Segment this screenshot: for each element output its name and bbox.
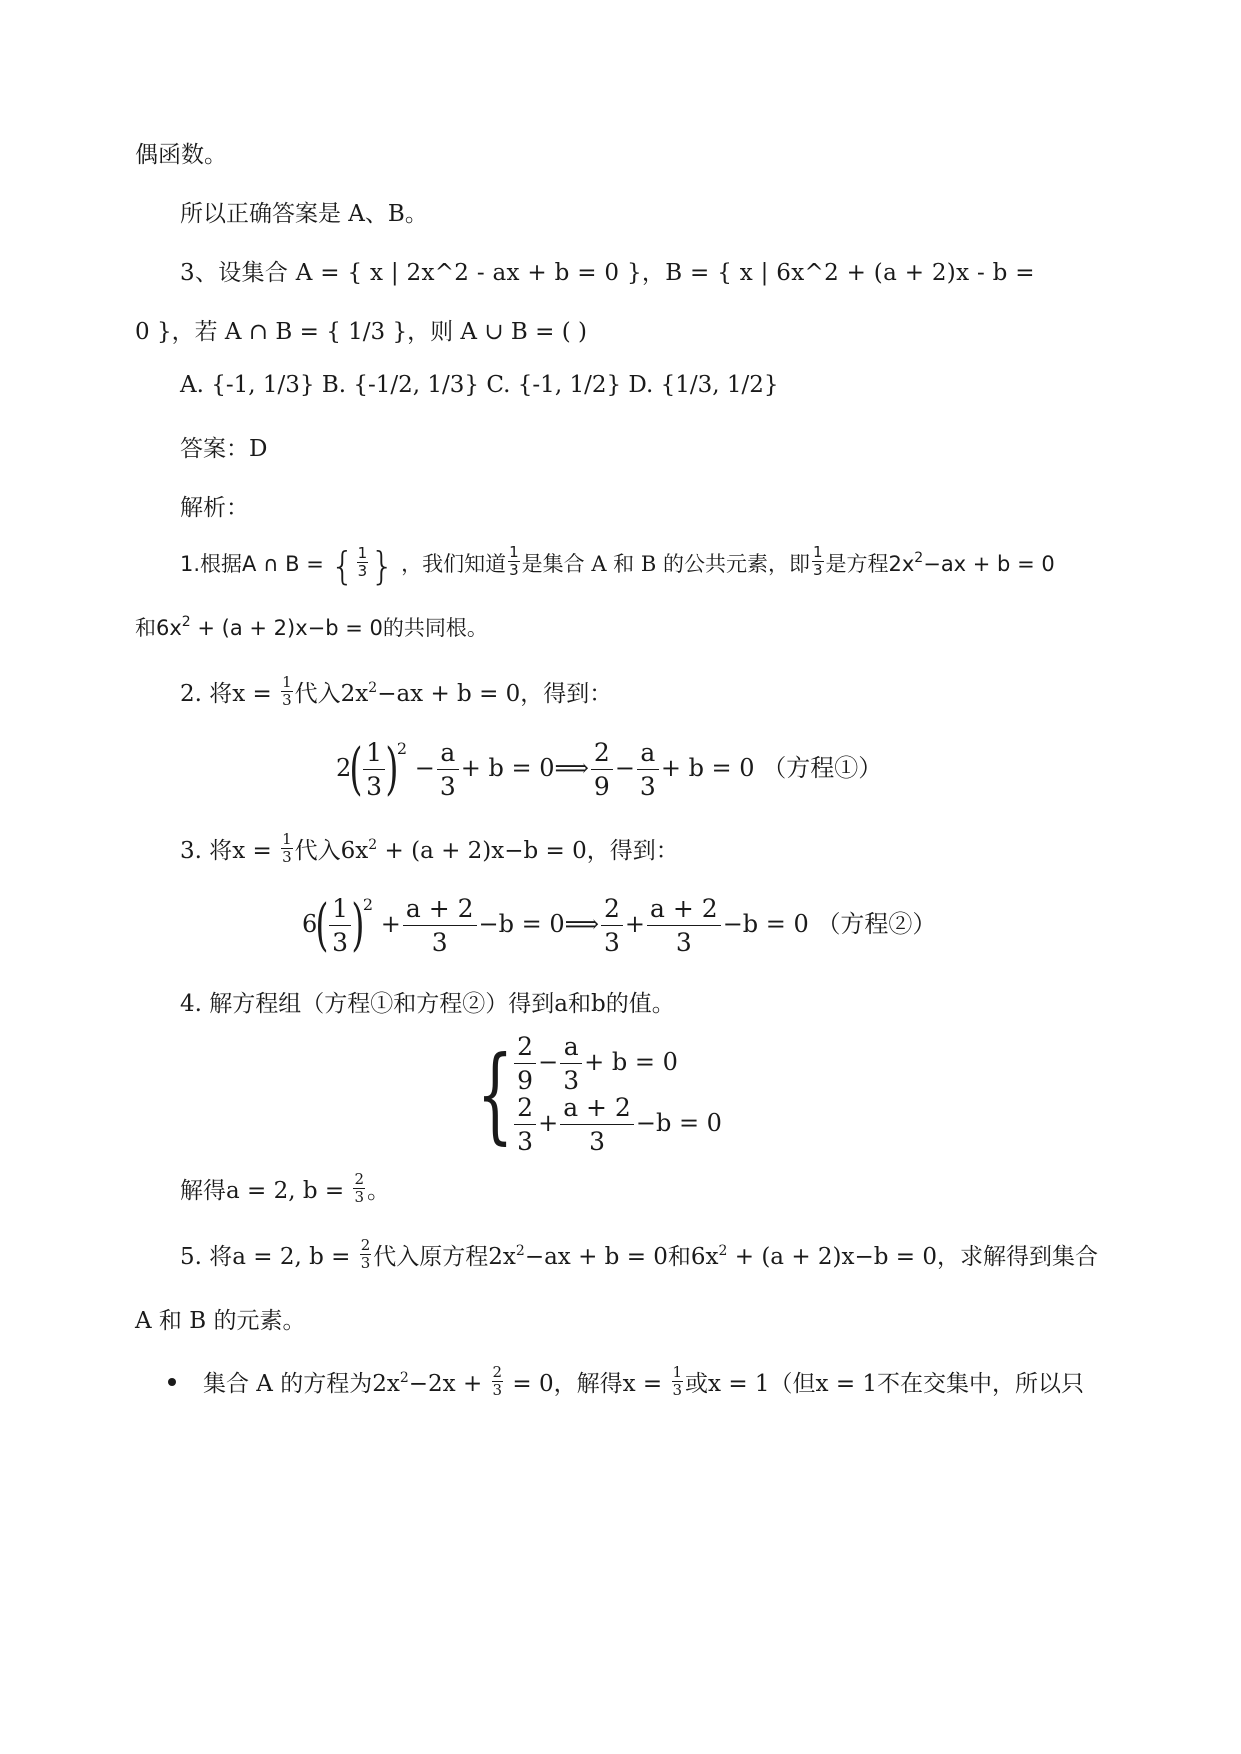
equation-system: { $\frac{2}{9}$ − $\frac{a}{3}$ + b = 0 $\frac{2}{3}$ + $\frac{a + 2}{3}$ −b = 0 xyxy=(476,1032,722,1156)
equation-2-label: （方程②） xyxy=(816,910,937,938)
step-1-mid1: ，我们知道 xyxy=(401,552,507,576)
step-1-tail: 是方程2x xyxy=(825,552,915,576)
step-5-line-1: 5. 将a = 2, b = $\frac{2}{3}$ 代入原方程$2x^2-ax + b = 0$和$6x^2 + (a + 2)x-b = 0$，求解得到集合 xyxy=(180,1236,1099,1272)
step-1-line-1: 1.根据A ∩ B = { $\frac{1}{3}$ } ，我们知道 $\frac{1}{3}$ 是集合 A 和 B 的公共元素，即 $\frac{1}{3}$ 是方程$2x^2-ax + b = 0$ xyxy=(180,543,1055,588)
answer-options: A. {-1, 1/3} B. {-1/2, 1/3} C. {-1, 1/2} D. {1/3, 1/2} xyxy=(180,372,779,398)
fraction-x-value-2: $\frac{1}{3}$ xyxy=(282,830,292,866)
step-2-line: 2. 将x = $\frac{1}{3}$ 代入$2x^2-ax + b = 0$，得到： xyxy=(180,673,613,709)
text-line-2: 所以正确答案是 A、B。 xyxy=(180,201,428,227)
step-5-line-2: A 和 B 的元素。 xyxy=(135,1308,306,1334)
step-1-line-2: 和$6x^2 + (a + 2)x-b = 0$的共同根。 xyxy=(135,614,488,640)
question-3-line-2: 0 }，若 A ∩ B = { 1/3 }，则 A ∪ B = ( ) xyxy=(135,319,587,345)
system-row-1: $\frac{2}{9}$ − $\frac{a}{3}$ + b = 0 xyxy=(512,1034,722,1093)
analysis-heading: 解析： xyxy=(180,495,249,521)
fraction-x-value: $\frac{1}{3}$ xyxy=(282,673,292,709)
equation-1: 2( $\frac{1}{3}$ )$^2$ − $\frac{a}{3}$ + b = 0⟹ $\frac{2}{9}$ − $\frac{a}{3}$ + b = 0 （方程①） xyxy=(336,736,883,802)
fraction-one-third-2: $\frac{1}{3}$ xyxy=(812,543,823,579)
intersection-set: { $\frac{1}{3}$ } xyxy=(330,543,395,588)
step-3-line: 3. 将x = $\frac{1}{3}$ 代入$6x^2 + (a + 2)x-b = 0$，得到： xyxy=(180,830,679,866)
system-row-2: $\frac{2}{3}$ + $\frac{a + 2}{3}$ −b = 0 xyxy=(512,1095,722,1154)
question-3-line-1: 3、设集合 A = { x | 2x^2 - ax + b = 0 }，B = { x | 6x^2 + (a + 2)x - b = xyxy=(180,260,1035,286)
step-1-mid2: 是集合 A 和 B 的公共元素，即 xyxy=(521,552,810,576)
step-1-lead: 1.根据A ∩ B = xyxy=(180,552,331,576)
step-4-line: 4. 解方程组（方程①和方程②）得到a和b的值。 xyxy=(180,991,675,1017)
equation-2: 6( $\frac{1}{3}$ )$^2$ + $\frac{a + 2}{3}$ −b = 0⟹ $\frac{2}{3}$ + $\frac{a + 2}{3}$ −b = 0 （方程②） xyxy=(302,892,937,958)
equation-1-label: （方程①） xyxy=(762,754,883,782)
fraction-root: $\frac{1}{3}$ xyxy=(672,1363,683,1399)
text-line-1: 偶函数。 xyxy=(135,142,227,168)
fraction-one-third: $\frac{1}{3}$ xyxy=(509,543,519,579)
bullet-line-1: 集合 A 的方程为$2x^2-2x$ + $\frac{2}{3}$ = 0，解得x = $\frac{1}{3}$ 或x = 1（但x = 1不在交集中，所以只 xyxy=(203,1363,1085,1399)
bullet-dot xyxy=(168,1378,176,1386)
answer-line: 答案：D xyxy=(180,436,268,462)
solution-line: 解得a = 2, b = $\frac{2}{3}$ 。 xyxy=(180,1170,391,1206)
step-1-tail2: −ax + b = 0 xyxy=(923,552,1055,576)
fraction-two-thirds: $\frac{2}{3}$ xyxy=(492,1363,503,1399)
fraction-b-value: $\frac{2}{3}$ xyxy=(354,1170,365,1206)
fraction-b-value-2: $\frac{2}{3}$ xyxy=(360,1236,371,1272)
